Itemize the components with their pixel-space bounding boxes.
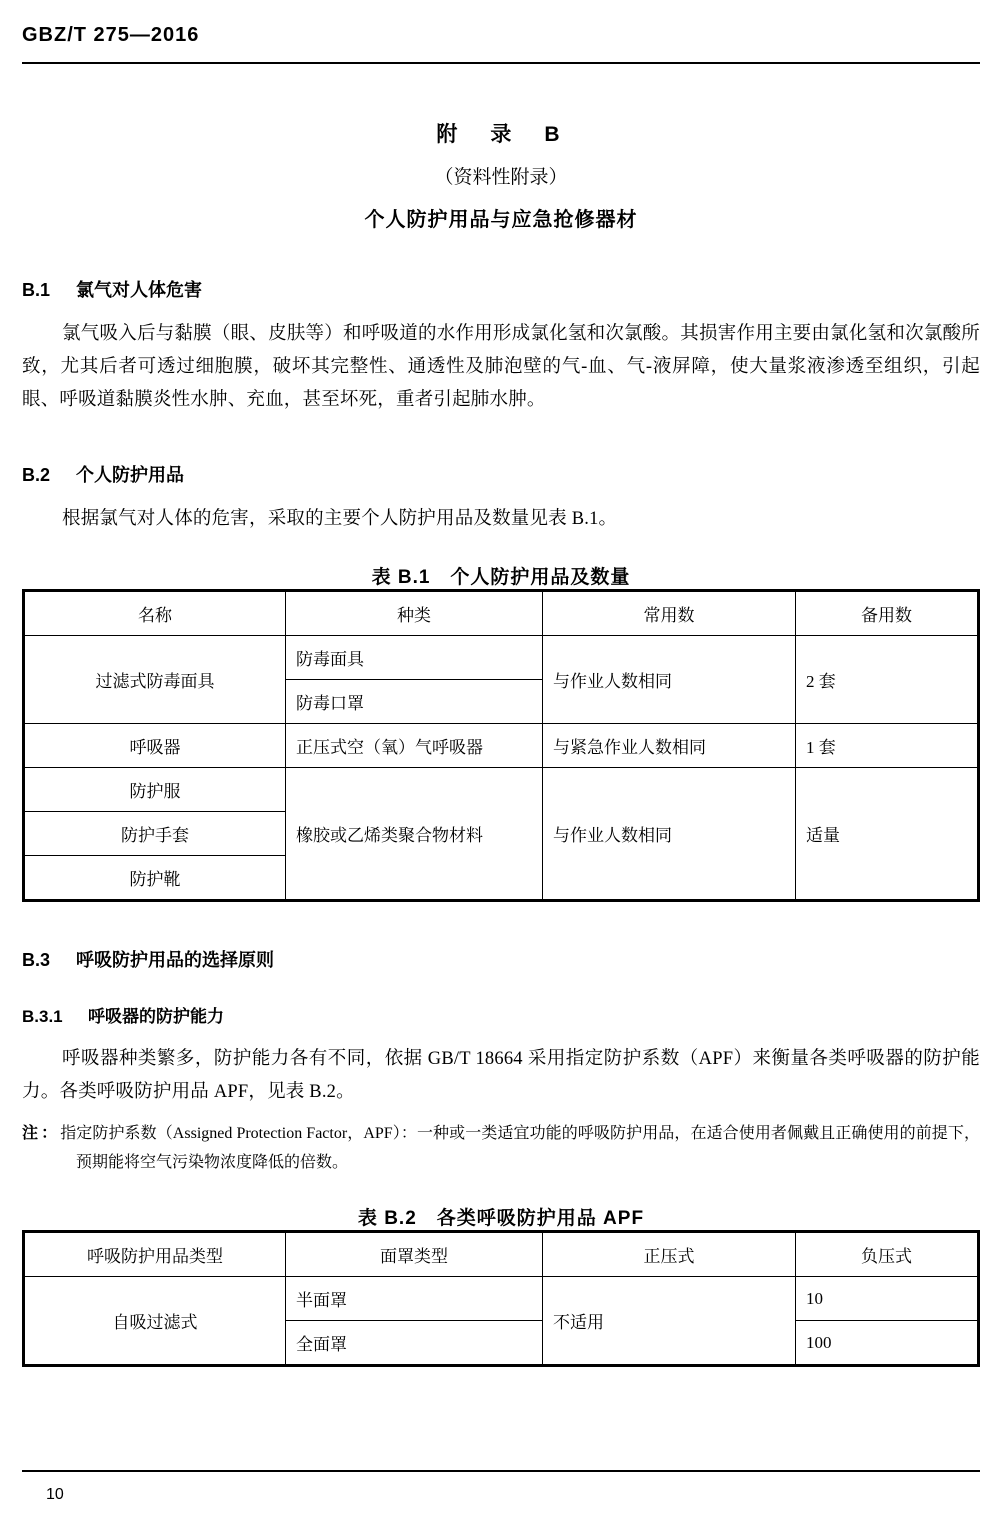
paragraph-b1: 氯气吸入后与黏膜（眼、皮肤等）和呼吸道的水作用形成氯化氢和次氯酸。其损害作用主要由氯化氢和次氯酸所致，尤其后者可透过细胞膜，破坏其完整性、通透性及肺泡壁的气-血、气-液屏障，使大量浆液渗透至组织，引起眼、呼吸道黏膜炎性水肿、充血，甚至坏死，重者引起肺水肿。 bbox=[22, 324, 980, 410]
table-b2-wrapper bbox=[22, 1230, 980, 1367]
table-b2 bbox=[24, 1232, 978, 1365]
table-b1-cell-name-protective-suit: 防护服 bbox=[25, 768, 286, 812]
section-number-b1: B.1 bbox=[22, 280, 51, 300]
table-b1-caption: 表 B.1 个人防护用品及数量 bbox=[371, 567, 631, 588]
table-b1-cell-spare-appropriate: 适量 bbox=[796, 768, 978, 900]
section-title-b2: 个人防护用品 bbox=[76, 465, 184, 485]
table-b1-cell-name-filter-mask: 过滤式防毒面具 bbox=[25, 636, 286, 724]
annex-title: 附 录 B bbox=[436, 123, 566, 146]
section-title-b31: 呼吸器的防护能力 bbox=[88, 1007, 224, 1026]
page-number: 10 bbox=[46, 1486, 64, 1503]
table-b1-cell-type-rubber-polymer: 橡胶或乙烯类聚合物材料 bbox=[286, 768, 543, 900]
table-b1-head bbox=[25, 592, 978, 636]
table-b1-cell-type-positive-pressure: 正压式空（氧）气呼吸器 bbox=[286, 724, 543, 768]
section-number-b3: B.3 bbox=[22, 950, 51, 970]
section-title-b3: 呼吸防护用品的选择原则 bbox=[76, 950, 274, 970]
table-b2-caption: 表 B.2 各类呼吸防护用品 APF bbox=[357, 1208, 645, 1229]
table-b2-body bbox=[25, 1277, 978, 1365]
table-b1-cell-type-gas-mask: 防毒面具 bbox=[286, 636, 543, 680]
section-heading-b31 bbox=[22, 1002, 980, 1027]
table-b1-wrapper bbox=[22, 589, 980, 902]
section-heading-b2 bbox=[22, 461, 980, 487]
table-b1-cell-common-same-as-workers-2: 与作业人数相同 bbox=[543, 768, 796, 900]
table-b1-cell-name-boots: 防护靴 bbox=[25, 856, 286, 900]
table-b2-cell-mask-half: 半面罩 bbox=[286, 1277, 543, 1321]
table-row bbox=[25, 724, 978, 768]
table-b1-cell-spare-1set: 1 套 bbox=[796, 724, 978, 768]
table-b1-cell-common-emergency: 与紧急作业人数相同 bbox=[543, 724, 796, 768]
annex-name: 个人防护用品与应急抢修器材 bbox=[364, 209, 638, 231]
table-row bbox=[25, 1233, 978, 1277]
table-b1-cell-type-gas-respirator: 防毒口罩 bbox=[286, 680, 543, 724]
section-title-b1: 氯气对人体危害 bbox=[76, 280, 202, 300]
table-b2-cell-negative-10: 10 bbox=[796, 1277, 978, 1321]
table-row bbox=[25, 768, 978, 812]
table-b1-header-spare: 备用数 bbox=[796, 592, 978, 636]
table-b2-head bbox=[25, 1233, 978, 1277]
table-row bbox=[25, 592, 978, 636]
table-b1 bbox=[24, 591, 978, 900]
table-b1-header-common: 常用数 bbox=[543, 592, 796, 636]
table-b2-cell-mask-full: 全面罩 bbox=[286, 1321, 543, 1365]
note-text: 指定防护系数（Assigned Protection Factor，APF）：一种或一类适宜功能的呼吸防护用品，在适合使用者佩戴且正确使用的前提下，预期能将空气污染物浓度降低的倍数。 bbox=[60, 1125, 980, 1171]
table-b2-header-positive: 正压式 bbox=[543, 1233, 796, 1277]
page-content bbox=[22, 100, 980, 1367]
table-b1-cell-common-same-as-workers: 与作业人数相同 bbox=[543, 636, 796, 724]
annex-subtitle: （资料性附录） bbox=[434, 167, 568, 188]
section-number-b31: B.3.1 bbox=[22, 1007, 63, 1026]
table-b2-header-mask: 面罩类型 bbox=[286, 1233, 543, 1277]
page-header-standard-number: GBZ/T 275—2016 bbox=[22, 24, 200, 46]
table-b1-body bbox=[25, 636, 978, 900]
header-divider bbox=[22, 62, 980, 64]
paragraph-b2: 根据氯气对人体的危害，采取的主要个人防护用品及数量见表 B.1。 bbox=[62, 509, 618, 529]
note-b31 bbox=[22, 1119, 980, 1177]
section-number-b2: B.2 bbox=[22, 465, 51, 485]
section-heading-b3 bbox=[22, 946, 980, 972]
table-b1-cell-name-gloves: 防护手套 bbox=[25, 812, 286, 856]
note-label: 注： bbox=[22, 1125, 61, 1142]
section-heading-b1 bbox=[22, 276, 980, 302]
table-b1-header-name: 名称 bbox=[25, 592, 286, 636]
table-b1-header-type: 种类 bbox=[286, 592, 543, 636]
table-b2-cell-positive-na: 不适用 bbox=[543, 1277, 796, 1365]
paragraph-b31: 呼吸器种类繁多，防护能力各有不同，依据 GB/T 18664 采用指定防护系数（APF）来衡量各类呼吸器的防护能力。各类呼吸防护用品 APF，见表 B.2。 bbox=[22, 1049, 980, 1102]
table-row bbox=[25, 636, 978, 680]
table-b1-cell-spare-2sets: 2 套 bbox=[796, 636, 978, 724]
footer-divider bbox=[22, 1470, 980, 1472]
table-b2-header-category: 呼吸防护用品类型 bbox=[25, 1233, 286, 1277]
table-b2-cell-negative-100: 100 bbox=[796, 1321, 978, 1365]
table-b1-cell-name-respirator: 呼吸器 bbox=[25, 724, 286, 768]
table-b2-cell-category-self-filter: 自吸过滤式 bbox=[25, 1277, 286, 1365]
table-b2-header-negative: 负压式 bbox=[796, 1233, 978, 1277]
table-row bbox=[25, 1277, 978, 1321]
